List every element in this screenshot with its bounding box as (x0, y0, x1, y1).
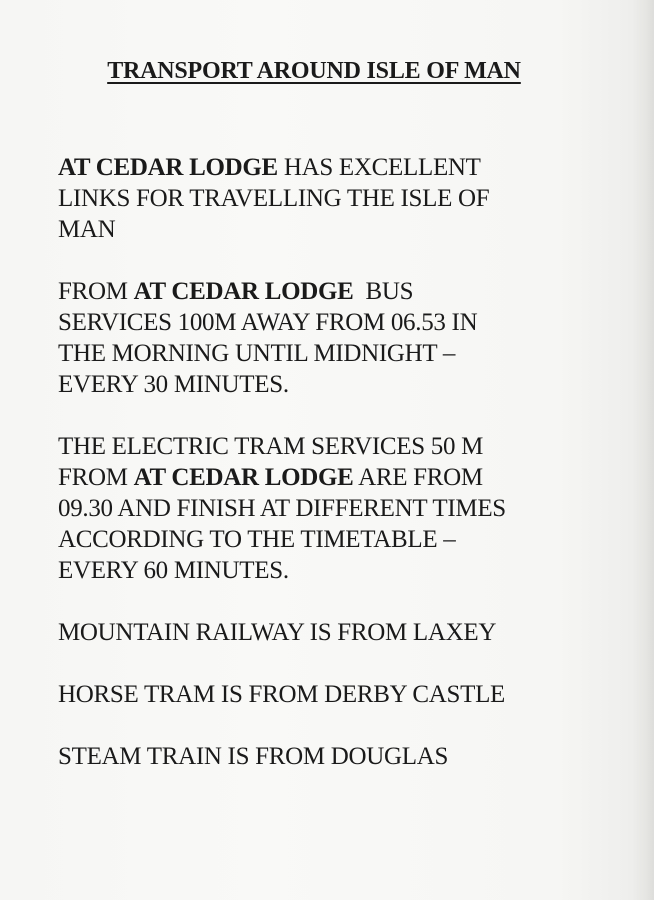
paragraph-intro (58, 152, 578, 245)
paragraph-mountain-railway (58, 617, 578, 648)
text-line: STEAM TRAIN IS FROM DOUGLAS (58, 743, 449, 770)
paragraph-bus (58, 276, 578, 400)
paragraph-electric-tram (58, 431, 578, 586)
text-line: 09.30 AND FINISH AT DIFFERENT TIMES (58, 495, 506, 522)
business-name: AT CEDAR LODGE (58, 154, 278, 181)
text-line (58, 276, 578, 307)
text-line: HORSE TRAM IS FROM DERBY CASTLE (58, 681, 506, 708)
page-edge-shadow (632, 0, 654, 900)
text-span: BUS (353, 278, 414, 305)
text-line (58, 462, 578, 493)
text-line: THE MORNING UNTIL MIDNIGHT – (58, 340, 456, 367)
text-line: MOUNTAIN RAILWAY IS FROM LAXEY (58, 619, 497, 646)
text-span: FROM (58, 464, 134, 491)
document-body (58, 152, 578, 803)
paragraph-horse-tram (58, 679, 578, 710)
text-span: ARE FROM (353, 464, 483, 491)
text-line (58, 152, 578, 183)
business-name: AT CEDAR LODGE (133, 464, 354, 491)
text-line: MAN (58, 216, 116, 243)
text-line: EVERY 60 MINUTES. (58, 557, 289, 584)
text-line: THE ELECTRIC TRAM SERVICES 50 M (58, 433, 484, 460)
text-line: EVERY 30 MINUTES. (58, 371, 289, 398)
text-span: HAS EXCELLENT (277, 154, 481, 181)
text-line: LINKS FOR TRAVELLING THE ISLE OF (58, 185, 490, 212)
paragraph-steam-train (58, 741, 578, 772)
text-line: ACCORDING TO THE TIMETABLE – (58, 526, 456, 553)
page-title: TRANSPORT AROUND ISLE OF MAN (107, 58, 521, 84)
text-span: FROM (58, 278, 134, 305)
text-line: SERVICES 100M AWAY FROM 06.53 IN (58, 309, 478, 336)
business-name: AT CEDAR LODGE (133, 278, 354, 305)
